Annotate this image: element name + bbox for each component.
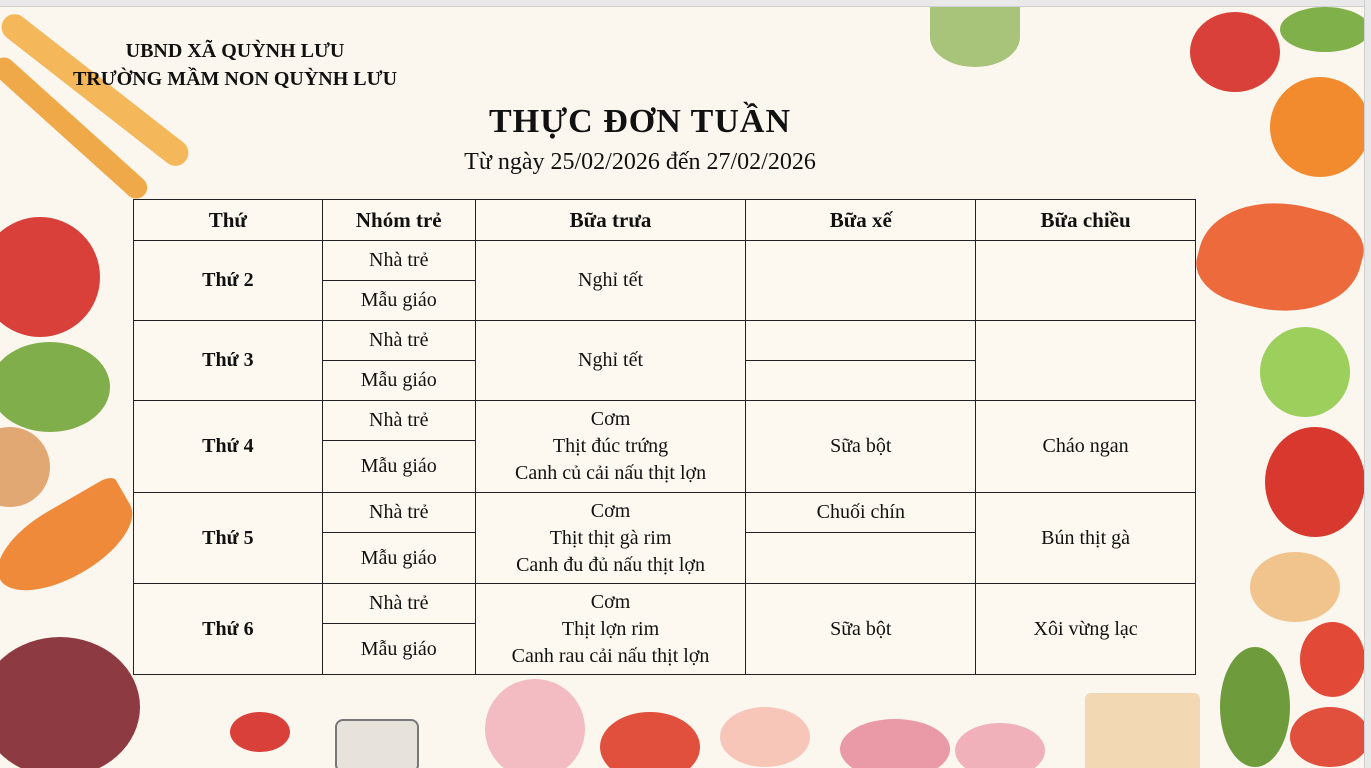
onion-slice-illustration: [840, 719, 950, 768]
afternoon-cell: Bún thịt gà: [976, 493, 1196, 584]
day-cell: Thứ 2: [134, 241, 323, 321]
lunch-item: Thịt đúc trứng: [552, 435, 669, 457]
table-row: [134, 401, 1196, 441]
tomato-illustration: [1300, 622, 1364, 697]
afternoon-cell: Cháo ngan: [976, 401, 1196, 493]
day-cell: Thứ 6: [134, 584, 323, 675]
pepper-illustration: [1265, 427, 1364, 537]
tofu-illustration: [1085, 693, 1200, 768]
lunch-item: Thịt thịt gà rim: [549, 526, 672, 549]
day-cell: Thứ 4: [134, 401, 323, 493]
pepper-illustration: [230, 712, 290, 752]
lime-illustration: [1260, 327, 1350, 417]
column-header-lunch: Bữa trưa: [475, 200, 746, 241]
afternoon-cell: [976, 321, 1196, 401]
table-row: [134, 584, 1196, 624]
pepper-illustration: [1220, 647, 1290, 767]
document-page: [0, 7, 1364, 768]
group-cell: Nhà trẻ: [322, 241, 475, 281]
column-header-day: Thứ: [134, 200, 323, 241]
lunch-cell: [475, 493, 746, 584]
lunch-item: Cơm: [590, 499, 631, 522]
group-cell: Mẫu giáo: [322, 361, 475, 401]
snack-cell: [746, 321, 976, 361]
snack-cell: Chuối chín: [746, 493, 976, 533]
tomato-illustration: [600, 712, 700, 768]
lunch-item: Thịt lợn rim: [561, 617, 660, 640]
lunch-item: Cơm: [590, 408, 631, 430]
group-cell: Nhà trẻ: [322, 401, 475, 441]
table-header-row: [134, 200, 1196, 241]
lunch-item: Canh rau cải nấu thịt lợn: [511, 644, 710, 667]
snack-cell: Sữa bột: [746, 584, 976, 675]
lunch-item: Canh củ cải nấu thịt lợn: [515, 462, 707, 484]
afternoon-cell: Xôi vừng lạc: [976, 584, 1196, 675]
lunch-cell: [475, 584, 746, 675]
herb-illustration: [930, 7, 1020, 67]
bottle-illustration: [335, 719, 419, 768]
org-line-2: TRƯỜNG MẦM NON QUỲNH LƯU: [72, 68, 398, 90]
garlic-illustration: [1250, 552, 1340, 622]
organization-header: [0, 37, 470, 93]
lunch-item: Cơm: [590, 590, 631, 613]
meat-illustration: [485, 679, 585, 768]
column-header-snack: Bữa xế: [746, 200, 976, 241]
group-cell: Mẫu giáo: [322, 441, 475, 493]
snack-cell: Sữa bột: [746, 401, 976, 493]
org-line-1: UBND XÃ QUỲNH LƯU: [125, 40, 345, 62]
lunch-item: Nghỉ tết: [578, 269, 644, 291]
weekly-menu-table: [133, 199, 1196, 675]
column-header-group: Nhóm trẻ: [322, 200, 475, 241]
window-scrollbar[interactable]: [1364, 0, 1371, 768]
group-cell: Mẫu giáo: [322, 533, 475, 584]
table-row: [134, 493, 1196, 533]
group-cell: Nhà trẻ: [322, 493, 475, 533]
pepper-illustration: [1280, 7, 1364, 52]
group-cell: Nhà trẻ: [322, 321, 475, 361]
potato-illustration: [0, 427, 50, 507]
group-cell: Nhà trẻ: [322, 584, 475, 624]
snack-cell: [746, 361, 976, 401]
day-cell: Thứ 5: [134, 493, 323, 584]
snack-cell: [746, 241, 976, 321]
tomato-illustration: [0, 217, 100, 337]
tomato-illustration: [1290, 707, 1364, 767]
onion-illustration: [0, 637, 140, 768]
column-header-afternoon: Bữa chiều: [976, 200, 1196, 241]
shrimp-illustration: [720, 707, 810, 767]
page-title: THỰC ĐƠN TUẦN: [488, 103, 792, 140]
lunch-cell: [475, 321, 746, 401]
lettuce-illustration: [0, 342, 110, 432]
chili-illustration: [1188, 183, 1364, 331]
lunch-item: Canh đu đủ nấu thịt lợn: [516, 553, 705, 576]
tomato-illustration: [1190, 12, 1280, 92]
onion-slice-illustration: [955, 723, 1045, 768]
window-top-edge: [0, 0, 1371, 7]
orange-illustration: [1270, 77, 1364, 177]
lunch-cell: [475, 401, 746, 493]
table-row: [134, 321, 1196, 361]
lunch-item: Nghỉ tết: [578, 349, 644, 371]
lunch-cell: [475, 241, 746, 321]
table-row: [134, 241, 1196, 281]
group-cell: Mẫu giáo: [322, 624, 475, 675]
day-cell: Thứ 3: [134, 321, 323, 401]
afternoon-cell: [976, 241, 1196, 321]
group-cell: Mẫu giáo: [322, 281, 475, 321]
date-range: Từ ngày 25/02/2026 đến 27/02/2026: [464, 149, 816, 175]
snack-cell: [746, 533, 976, 584]
